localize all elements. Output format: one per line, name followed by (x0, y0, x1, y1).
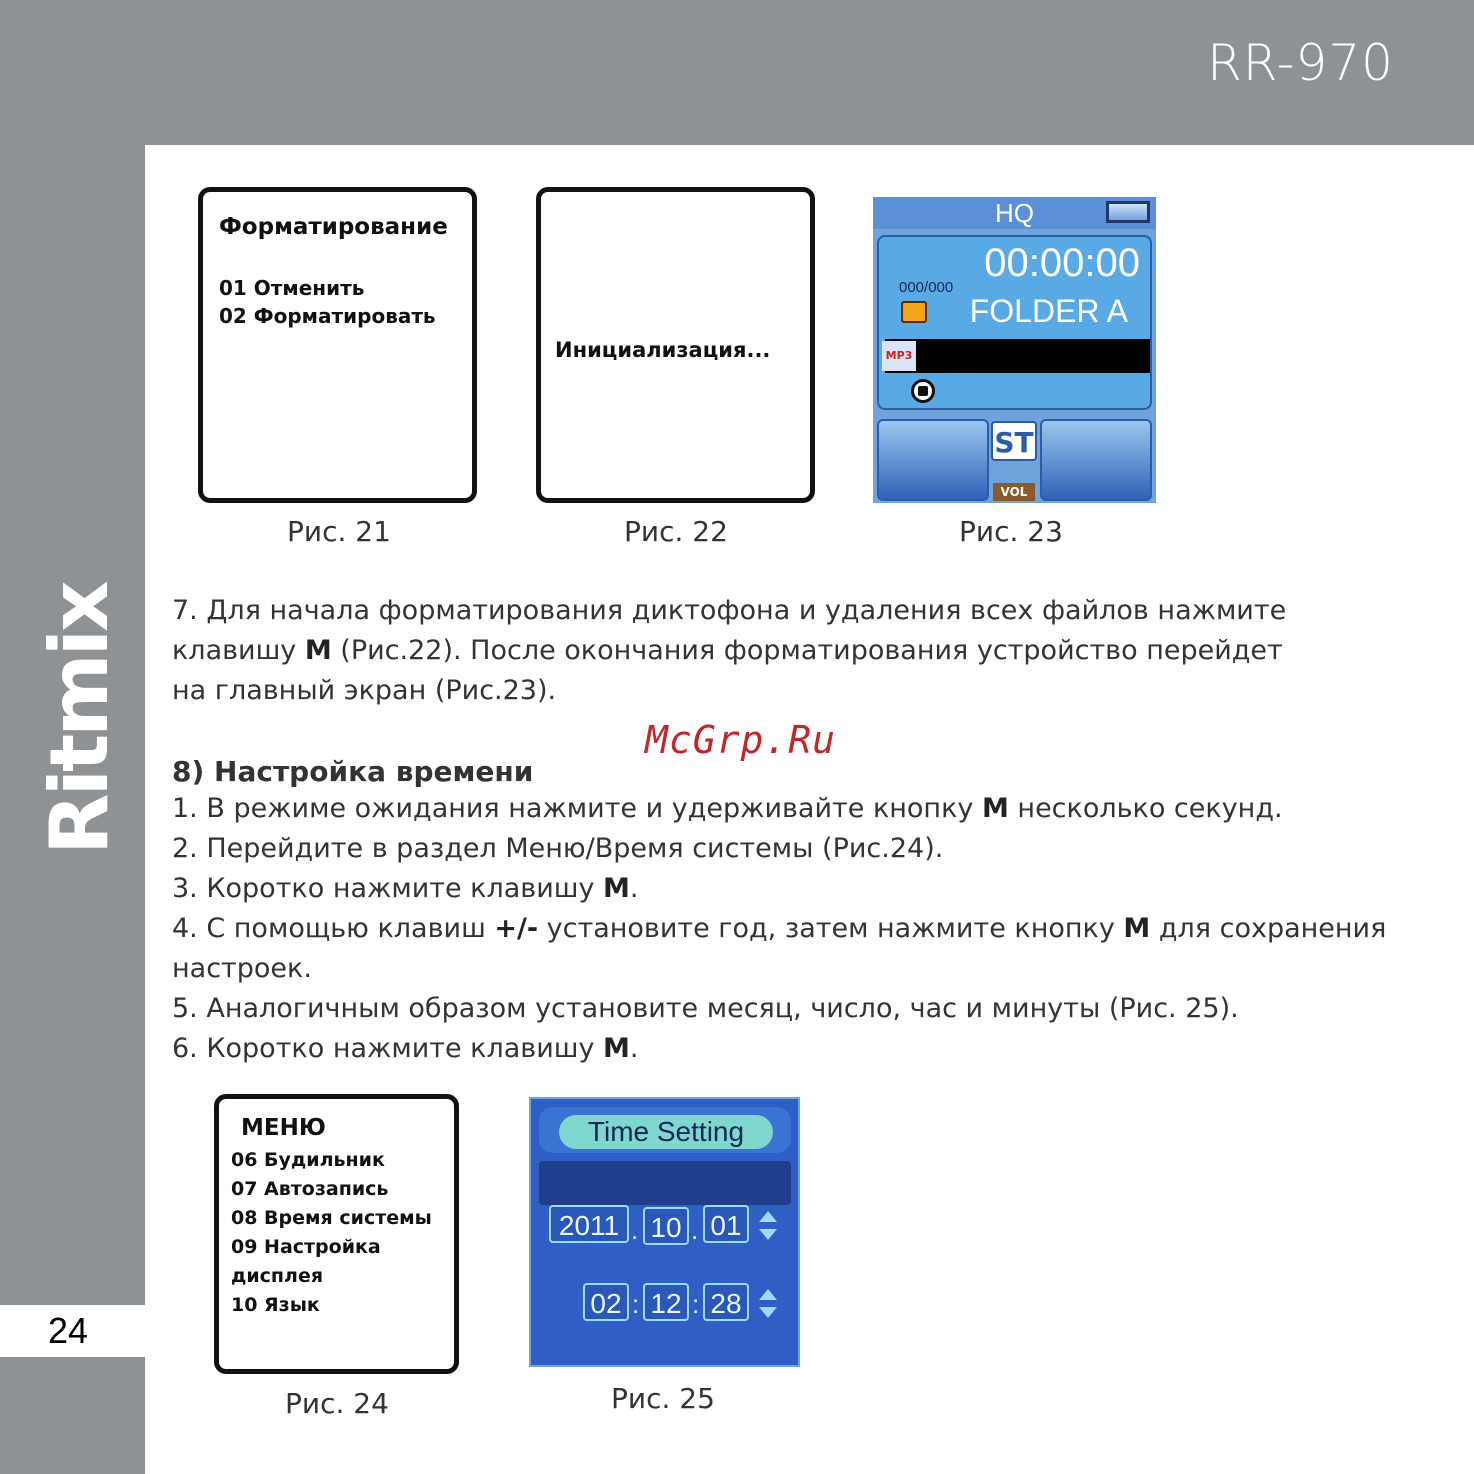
fig24-item-1: 06 Будильник (231, 1149, 385, 1171)
record-time: 00:00:00 (984, 241, 1140, 285)
fig24-title: МЕНЮ (241, 1115, 326, 1141)
fig21-screen (198, 187, 477, 503)
folder-icon (901, 301, 927, 323)
time-up-arrow-icon (759, 1289, 777, 1300)
fig21-title: Форматирование (219, 214, 448, 240)
para7-line2-b: (Рис.22). После окончания форматирования устройство перейдет (331, 635, 1283, 666)
step-6-key: M (603, 1033, 630, 1064)
date-sep-1: . (631, 1215, 639, 1245)
stereo-icon: ST (991, 421, 1037, 461)
step-6-b: . (629, 1033, 639, 1064)
fig24-item-3: 08 Время системы (231, 1207, 432, 1229)
battery-icon (1106, 201, 1150, 223)
quality-label: HQ (873, 197, 1156, 229)
fig22-screen (536, 187, 815, 503)
step-3-a: 3. Коротко нажмите клавишу (172, 873, 604, 904)
step-6 (172, 1033, 639, 1064)
hour-field: 02 (583, 1283, 629, 1321)
filename-bar (885, 339, 1150, 373)
fig23-caption: Рис. 23 (959, 515, 1063, 548)
main-panel (877, 235, 1152, 410)
time-down-arrow-icon (759, 1307, 777, 1318)
folder-name: FOLDER A (969, 293, 1128, 329)
volume-icon: VOL (993, 483, 1035, 501)
section8-heading: 8) Настройка времени (172, 755, 534, 788)
para7-line1: 7. Для начала форматирования диктофона и удаления всех файлов нажмите (172, 595, 1287, 626)
step-1-a: 1. В режиме ожидания нажмите и удерживайте кнопку (172, 793, 982, 824)
date-sep-2: . (691, 1215, 699, 1245)
month-field: 10 (643, 1207, 689, 1245)
fig24-item-4: 09 Настройка (231, 1236, 381, 1258)
fig21-item-1: 01 Отменить (219, 276, 365, 300)
equalizer-left (877, 419, 989, 501)
step-4-key: M (1123, 913, 1151, 944)
para7-line3: на главный экран (Рис.23). (172, 675, 557, 706)
step-4-b: установите год, затем нажмите кнопку (538, 913, 1124, 944)
dark-band (539, 1161, 791, 1205)
fig22-init-text: Инициализация... (555, 338, 771, 362)
para7-key-m: M (304, 635, 332, 666)
brand-logo: Ritmix (33, 583, 126, 855)
second-field: 28 (703, 1283, 749, 1321)
watermark: McGrp.Ru (645, 718, 837, 762)
date-up-arrow-icon (759, 1211, 777, 1222)
fig22-caption: Рис. 22 (624, 515, 728, 548)
time-sep-2: : (692, 1289, 700, 1319)
page-number: 24 (48, 1310, 89, 1351)
stop-icon (911, 379, 935, 403)
step-3-key: M (603, 873, 630, 904)
fig24-item-6: 10 Язык (231, 1294, 320, 1316)
fig24-item-5: дисплея (231, 1265, 324, 1287)
time-sep-1: : (632, 1289, 640, 1319)
step-4-a: 4. С помощью клавиш (172, 913, 495, 944)
model-name: RR-970 (1207, 34, 1394, 92)
step-6-a: 6. Коротко нажмите клавишу (172, 1033, 604, 1064)
step-1 (172, 793, 1283, 824)
step-4 (172, 913, 1386, 944)
step-4-line2: настроек. (172, 953, 312, 984)
fig21-caption: Рис. 21 (287, 515, 391, 548)
fig24-caption: Рис. 24 (285, 1387, 389, 1420)
minute-field: 12 (643, 1283, 689, 1321)
day-field: 01 (703, 1205, 749, 1243)
step-5: 5. Аналогичным образом установите месяц, число, час и минуты (Рис. 25). (172, 993, 1239, 1024)
step-3-b: . (629, 873, 639, 904)
fig25-time-setting-screen (529, 1097, 800, 1367)
fig24-screen (214, 1094, 459, 1374)
mp3-icon: MP3 (882, 341, 916, 371)
step-4-keys: +/- (494, 913, 539, 944)
fig23-recorder-screen (873, 197, 1156, 503)
date-down-arrow-icon (759, 1229, 777, 1240)
file-counter: 000/000 (899, 279, 954, 296)
step-2: 2. Перейдите в раздел Меню/Время системы (Рис.24). (172, 833, 944, 864)
equalizer-right (1040, 419, 1152, 501)
step-1-key: M (981, 793, 1009, 824)
fig25-caption: Рис. 25 (611, 1382, 715, 1415)
time-setting-title: Time Setting (559, 1115, 773, 1149)
step-4-c: для сохранения (1150, 913, 1387, 944)
para7-line2-a: клавишу (172, 635, 305, 666)
fig24-item-2: 07 Автозапись (231, 1178, 389, 1200)
year-field: 2011 (549, 1205, 629, 1243)
step-1-b: несколько секунд. (1008, 793, 1283, 824)
para7-line2 (172, 635, 1283, 666)
fig21-item-2: 02 Форматировать (219, 304, 436, 328)
step-3 (172, 873, 639, 904)
